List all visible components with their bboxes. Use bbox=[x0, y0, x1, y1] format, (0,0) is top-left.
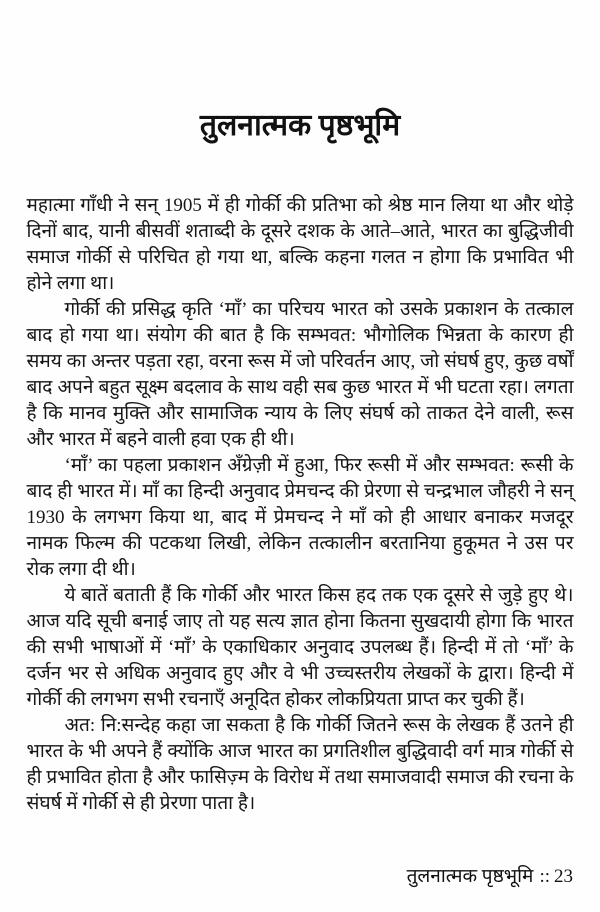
footer-page-number: 23 bbox=[554, 866, 573, 887]
page-title: तुलनात्मक पृष्ठभूमि bbox=[199, 109, 401, 142]
paragraph: गोर्की की प्रसिद्ध कृति ‘माँ’ का परिचय भारत को उसके प्रकाशन के तत्काल बाद हो गया था। संयोग की बात है कि सम्भवत: भौगोलिक भिन्नता के कारण ही समय का अन्तर पड़ता रहा, वरना रूस में जो परिवर्तन आए, जो संघर्ष हुए, कुछ वर्षों बाद अपने बहुत सूक्ष्म बदलाव के साथ वही सब कुछ भारत में भी घटता रहा। लगता है कि मानव मुक्ति और सामाजिक न्याय के लिए संघर्ष को ताकत देने वाली, रूस और भारत में बहने वाली हवा एक ही थी। bbox=[26, 299, 574, 450]
footer-running-title: तुलनात्मक पृष्ठभूमि bbox=[406, 866, 534, 887]
paragraph: महात्मा गाँधी ने सन् 1905 में ही गोर्की की प्रतिभा को श्रेष्ठ मान लिया था और थोड़े दिनों बाद, यानी बीसवीं शताब्दी के दूसरे दशक के आते–आते, भारत का बुद्धिजीवी समाज गोर्की से परिचित हो गया था, बल्कि कहना गलत न होगा कि प्रभावित भी होने लगा था। bbox=[26, 195, 574, 294]
page-body bbox=[27, 193, 574, 817]
page-footer bbox=[407, 862, 573, 888]
paragraph: ‘माँ’ का पहला प्रकाशन अँग्रेज़ी में हुआ, फिर रूसी में और सम्भवत: रूसी के बाद ही भारत में। माँ का हिन्दी अनुवाद प्रेमचन्द की प्रेरणा से चन्द्रभाल जौहरी ने सन् 1930 के लगभग किया था, बाद में प्रेमचन्द ने माँ को ही आधार बनाकर मजदूर नामक फिल्म की पटकथा लिखी, लेकिन तत्कालीन बरतानिया हुकूमत ने उस पर रोक लगा दी थी। bbox=[26, 455, 574, 580]
paragraph: ये बातें बताती हैं कि गोर्की और भारत किस हद तक एक दूसरे से जुड़े हुए थे। आज यदि सूची बनाई जाए तो यह सत्य ज्ञात होना कितना सुखदायी होगा कि भारत की सभी भाषाओं में ‘माँ’ के एकाधिकार अनुवाद उपलब्ध हैं। हिन्दी में तो ‘माँ’ के दर्जन भर से अधिक अनुवाद हुए और वे भी उच्चस्तरीय लेखकों के द्वारा। हिन्दी में गोर्की की लगभग सभी रचनाएँ अनूदित होकर लोकप्रियता प्राप्त कर चुकी हैं। bbox=[26, 585, 574, 710]
footer-separator: :: bbox=[539, 866, 550, 887]
paragraph: अत: नि:सन्देह कहा जा सकता है कि गोर्की जितने रूस के लेखक हैं उतने ही भारत के भी अपने हैं क्योंकि आज भारत का प्रगतिशील बुद्धिवादी वर्ग मात्र गोर्की से ही प्रभावित होता है और फासिज़्म के विरोध में तथा समाजवादी समाज की रचना के संघर्ष में गोर्की से ही प्रेरणा पाता है। bbox=[26, 715, 574, 814]
